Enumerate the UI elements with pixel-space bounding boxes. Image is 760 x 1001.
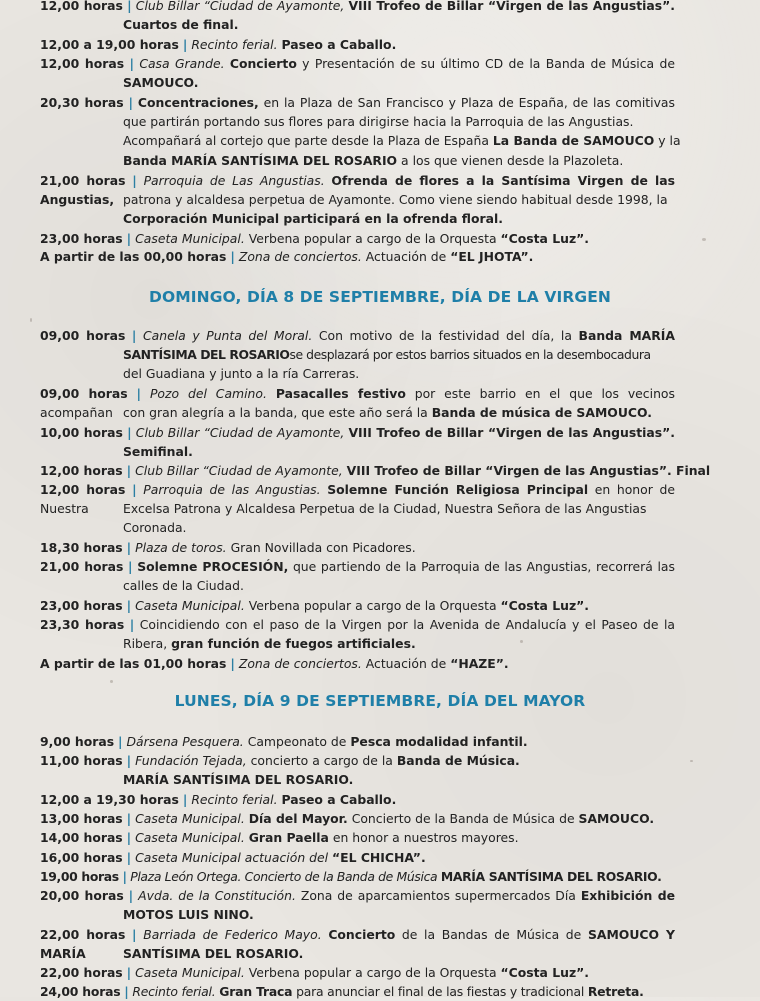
entry-time: 24,00 horas [40, 984, 121, 999]
schedule-entry [40, 654, 675, 673]
entry-time: 22,00 horas [40, 965, 123, 980]
entry-event: Paseo a Caballo. [281, 792, 397, 807]
schedule-entry [40, 751, 675, 789]
separator: | [126, 463, 132, 478]
schedule-entry [40, 480, 675, 538]
entry-event: MOTOS LUIS NINO. [123, 907, 254, 923]
entry-text: se desplazará por estos barrios situados en la desembocadura [289, 347, 651, 363]
entry-text: calles de la Ciudad. [123, 578, 244, 594]
entry-event: Retreta. [587, 984, 644, 999]
entry-text: Verbena popular a cargo de la Orquesta [248, 965, 497, 980]
day-heading-lunes: LUNES, DÍA 9 DE SEPTIEMBRE, DÍA DEL MAYOR [174, 692, 586, 710]
entry-text: Zona de aparcamientos supermercados Día [300, 888, 576, 903]
entry-event: Banda de música de SAMOUCO. [431, 405, 652, 421]
schedule-entry [40, 963, 675, 982]
schedule-entry [40, 615, 675, 653]
separator: | [136, 386, 142, 401]
entry-text: Actuación de [365, 656, 447, 671]
paper-speck [30, 318, 32, 322]
entry-event: Banda MARÍA [578, 328, 675, 343]
entry-event: VIII Trofeo de Billar “Virgen de las Angustias”. [348, 0, 675, 13]
schedule-entry [40, 982, 675, 1001]
entry-text: SAMOUCO. [123, 75, 199, 91]
separator: | [126, 598, 132, 613]
entry-event: Gran Paella [248, 830, 329, 845]
schedule-entry [40, 538, 675, 557]
separator: | [182, 792, 188, 807]
entry-event: La Banda de SAMOUCO [492, 133, 655, 149]
entry-place: Club Billar “Ciudad de Ayamonte, [135, 425, 345, 440]
schedule-entry [40, 93, 681, 170]
entry-event: “HAZE”. [450, 656, 509, 671]
separator: | [126, 850, 132, 865]
separator: | [129, 56, 134, 71]
separator: | [182, 37, 188, 52]
entry-text: Verbena popular a cargo de la Orquesta [248, 598, 497, 613]
entry-text: Campeonato de [247, 734, 347, 749]
entry-time: 12,00 horas [40, 56, 125, 71]
entry-event: gran función de fuegos artificiales. [171, 636, 416, 652]
entry-place: Caseta Municipal. [135, 598, 245, 613]
entry-time: 12,00 horas [40, 0, 123, 13]
entry-time: A partir de las 00,00 horas [40, 249, 227, 264]
separator: | [126, 965, 132, 980]
entry-place: Caseta Municipal. [135, 811, 245, 826]
entry-text: a los que vienen desde la Plazoleta. [401, 152, 624, 168]
entry-time: 22,00 horas [40, 927, 126, 942]
entry-text: Coincidiendo con el paso de la Virgen por la Avenida de Andalucía y el Paseo de la [139, 617, 675, 632]
entry-text: Excelsa Patrona y Alcaldesa Perpetua de la Ciudad, Nuestra Señora de las Angustias [123, 501, 647, 517]
entry-time: A partir de las 01,00 horas [40, 656, 227, 671]
separator: | [132, 173, 137, 188]
schedule-entry [40, 848, 675, 867]
separator: | [124, 984, 129, 999]
paper-speck [702, 238, 706, 241]
entry-place: Zona de conciertos. [238, 249, 362, 264]
entry-time: 14,00 horas [40, 830, 123, 845]
entry-event: “Costa Luz”. [500, 598, 590, 613]
separator: | [128, 95, 134, 110]
schedule-entry [40, 557, 675, 595]
entry-time: 18,30 horas [40, 540, 123, 555]
entry-place: Fundación Tejada, [135, 753, 247, 768]
entry-place: Caseta Municipal. [135, 830, 245, 845]
entry-time: 19,00 horas [40, 869, 119, 884]
entry-event: “EL JHOTA”. [450, 249, 534, 264]
entry-place: Recinto ferial. [191, 37, 278, 52]
separator: | [132, 482, 137, 497]
entry-place: Zona de conciertos. [238, 656, 362, 671]
separator: | [129, 617, 135, 632]
entry-place: Caseta Municipal. [135, 231, 245, 246]
separator: | [122, 869, 127, 884]
entry-text: que partirán portando sus flores para dirigirse hacia la Parroquia de las Angustias. [123, 114, 634, 130]
entry-place: Recinto ferial. [191, 792, 278, 807]
entry-time: 16,00 horas [40, 850, 123, 865]
entry-place: Plaza de toros. [135, 540, 227, 555]
paper-speck [110, 680, 113, 683]
entry-event: “Costa Luz”. [500, 231, 590, 246]
separator: | [126, 753, 132, 768]
entry-text: que partiendo de la Parroquia de las Angustias, recorrerá las [292, 559, 675, 574]
entry-event: Semifinal. [123, 444, 193, 460]
entry-text: de la Bandas de Música de [401, 927, 582, 942]
entry-time: 21,00 horas [40, 559, 124, 574]
entry-text: en honor de Nuestra [40, 482, 675, 517]
entry-place: Club Billar “Ciudad de Ayamonte, [135, 463, 343, 478]
entry-place: Parroquia de Las Angustias. [143, 173, 325, 188]
entry-event: Paseo a Caballo. [281, 37, 397, 52]
entry-time: 23,30 horas [40, 617, 125, 632]
entry-time: 23,00 horas [40, 598, 123, 613]
entry-place: Parroquia de las Angustias. [143, 482, 321, 497]
entry-text: Gran Novillada con Picadores. [230, 540, 416, 555]
entry-event: MARÍA SANTÍSIMA DEL ROSARIO. [440, 869, 662, 884]
day-heading-domingo: DOMINGO, DÍA 8 DE SEPTIEMBRE, DÍA DE LA VIRGEN [149, 288, 611, 306]
entry-place: Plaza León Ortega. Concierto de la Banda de Música [130, 869, 438, 884]
entry-time: 12,00 a 19,30 horas [40, 792, 179, 807]
schedule-entry [40, 828, 675, 847]
entry-event: Exhibición de [580, 888, 675, 903]
entry-text: por este barrio en el que los vecinos acompañan [40, 386, 675, 421]
separator: | [126, 811, 132, 826]
entry-event: “EL CHICHA”. [332, 850, 426, 865]
schedule-entry [40, 925, 675, 963]
schedule-entry [40, 461, 711, 480]
separator: | [128, 559, 133, 574]
entry-event: Día del Mayor. [248, 811, 348, 826]
entry-event: Pesca modalidad infantil. [350, 734, 528, 749]
entry-event: Cuartos de final. [123, 17, 239, 33]
entry-event: Solemne Función Religiosa Principal [327, 482, 589, 497]
entry-event: Ofrenda de flores a la Santísima Virgen de las Angustias, [40, 173, 675, 208]
separator: | [127, 0, 132, 13]
entry-text: en honor a nuestros mayores. [332, 830, 519, 845]
entry-text: con gran alegría a la banda, que este año será la [123, 405, 428, 421]
entry-event: VIII Trofeo de Billar “Virgen de las Angustias”. Final [346, 463, 711, 478]
entry-event: SANTÍSIMA DEL ROSARIO [123, 347, 290, 363]
separator: | [118, 734, 123, 749]
entry-event: Solemne PROCESIÓN, [137, 559, 289, 574]
separator: | [127, 425, 132, 440]
schedule-entry [40, 732, 675, 751]
entry-text: Verbena popular a cargo de la Orquesta [248, 231, 497, 246]
entry-event: Pasacalles festivo [275, 386, 406, 401]
entry-place: Casa Grande. [139, 56, 225, 71]
entry-event: SANTÍSIMA DEL ROSARIO. [123, 946, 304, 962]
entry-event: Banda MARÍA SANTÍSIMA DEL ROSARIO [123, 152, 398, 168]
entry-event: Banda de Música. [396, 753, 520, 768]
entry-time: 10,00 horas [40, 425, 123, 440]
entry-text: patrona y alcaldesa perpetua de Ayamonte. Como viene siendo habitual desde 1998, la [123, 192, 668, 208]
schedule-entry [40, 229, 675, 248]
entry-time: 9,00 horas [40, 734, 115, 749]
schedule-entry [40, 809, 675, 828]
entry-place: Pozo del Camino. [149, 386, 267, 401]
entry-time: 09,00 horas [40, 386, 128, 401]
schedule-entry [40, 867, 675, 886]
entry-event: Corporación Municipal participará en la ofrenda floral. [123, 211, 503, 227]
schedule-entry [40, 886, 675, 924]
entry-time: 09,00 horas [40, 328, 126, 343]
entry-text: Coronada. [123, 520, 187, 536]
entry-text: concierto a cargo de la [250, 753, 393, 768]
schedule-entry [40, 596, 675, 615]
entry-text: y la [658, 133, 681, 149]
schedule-entry [40, 326, 675, 384]
entry-event: “Costa Luz”. [500, 965, 590, 980]
entry-event: Concierto [229, 56, 297, 71]
separator: | [126, 830, 132, 845]
entry-place: Avda. de la Constitución. [138, 888, 296, 903]
entry-text: y Presentación de su último CD de la Banda de Música de [302, 56, 675, 71]
schedule-entry [40, 423, 675, 461]
separator: | [230, 249, 235, 264]
entry-text: Concierto de la Banda de Música de [351, 811, 575, 826]
entry-text: Acompañará al cortejo que parte desde la Plaza de España [123, 133, 489, 149]
entry-text: Con motivo de la festividad del día, la [318, 328, 572, 343]
paper-speck [690, 760, 693, 762]
separator: | [128, 888, 134, 903]
entry-time: 20,30 horas [40, 95, 124, 110]
entry-text: para anunciar el final de las fiestas y tradicional [296, 984, 585, 999]
entry-event: Concentraciones, [137, 95, 259, 110]
entry-time: 20,00 horas [40, 888, 124, 903]
entry-place: Caseta Municipal actuación del [135, 850, 329, 865]
entry-place: Caseta Municipal. [135, 965, 245, 980]
schedule-entry [40, 247, 675, 266]
separator: | [132, 927, 137, 942]
entry-time: 23,00 horas [40, 231, 123, 246]
schedule-entry [40, 790, 675, 809]
separator: | [126, 540, 132, 555]
separator: | [230, 656, 235, 671]
entry-event: SAMOUCO Y MARÍA [40, 927, 675, 962]
entry-place: Canela y Punta del Moral. [143, 328, 313, 343]
entry-place: Club Billar “Ciudad de Ayamonte, [135, 0, 345, 13]
separator: | [126, 231, 132, 246]
schedule-entry [40, 54, 675, 92]
entry-event: VIII Trofeo de Billar “Virgen de las Angustias”. [348, 425, 675, 440]
entry-event: SAMOUCO. [578, 811, 655, 826]
entry-place: Barriada de Federico Mayo. [143, 927, 322, 942]
entry-text: Ribera, [123, 636, 168, 652]
entry-place: Recinto ferial. [132, 984, 216, 999]
entry-event: Gran Traca [219, 984, 293, 999]
entry-time: 13,00 horas [40, 811, 123, 826]
entry-text: del Guadiana y junto a la ría Carreras. [123, 366, 360, 382]
entry-time: 11,00 horas [40, 753, 123, 768]
entry-text: en la Plaza de San Francisco y Plaza de España, de las comitivas [263, 95, 675, 110]
entry-place: Dársena Pesquera. [126, 734, 244, 749]
entry-text: Actuación de [365, 249, 447, 264]
separator: | [131, 328, 137, 343]
schedule-entry [40, 171, 675, 229]
entry-event: MARÍA SANTÍSIMA DEL ROSARIO. [123, 772, 354, 788]
schedule-entry [40, 384, 675, 422]
entry-time: 12,00 horas [40, 463, 123, 478]
entry-time: 21,00 horas [40, 173, 126, 188]
entry-event: Concierto [328, 927, 396, 942]
schedule-entry [40, 35, 675, 54]
entry-time: 12,00 a 19,00 horas [40, 37, 179, 52]
entry-time: 12,00 horas [40, 482, 126, 497]
schedule-entry [40, 0, 675, 34]
